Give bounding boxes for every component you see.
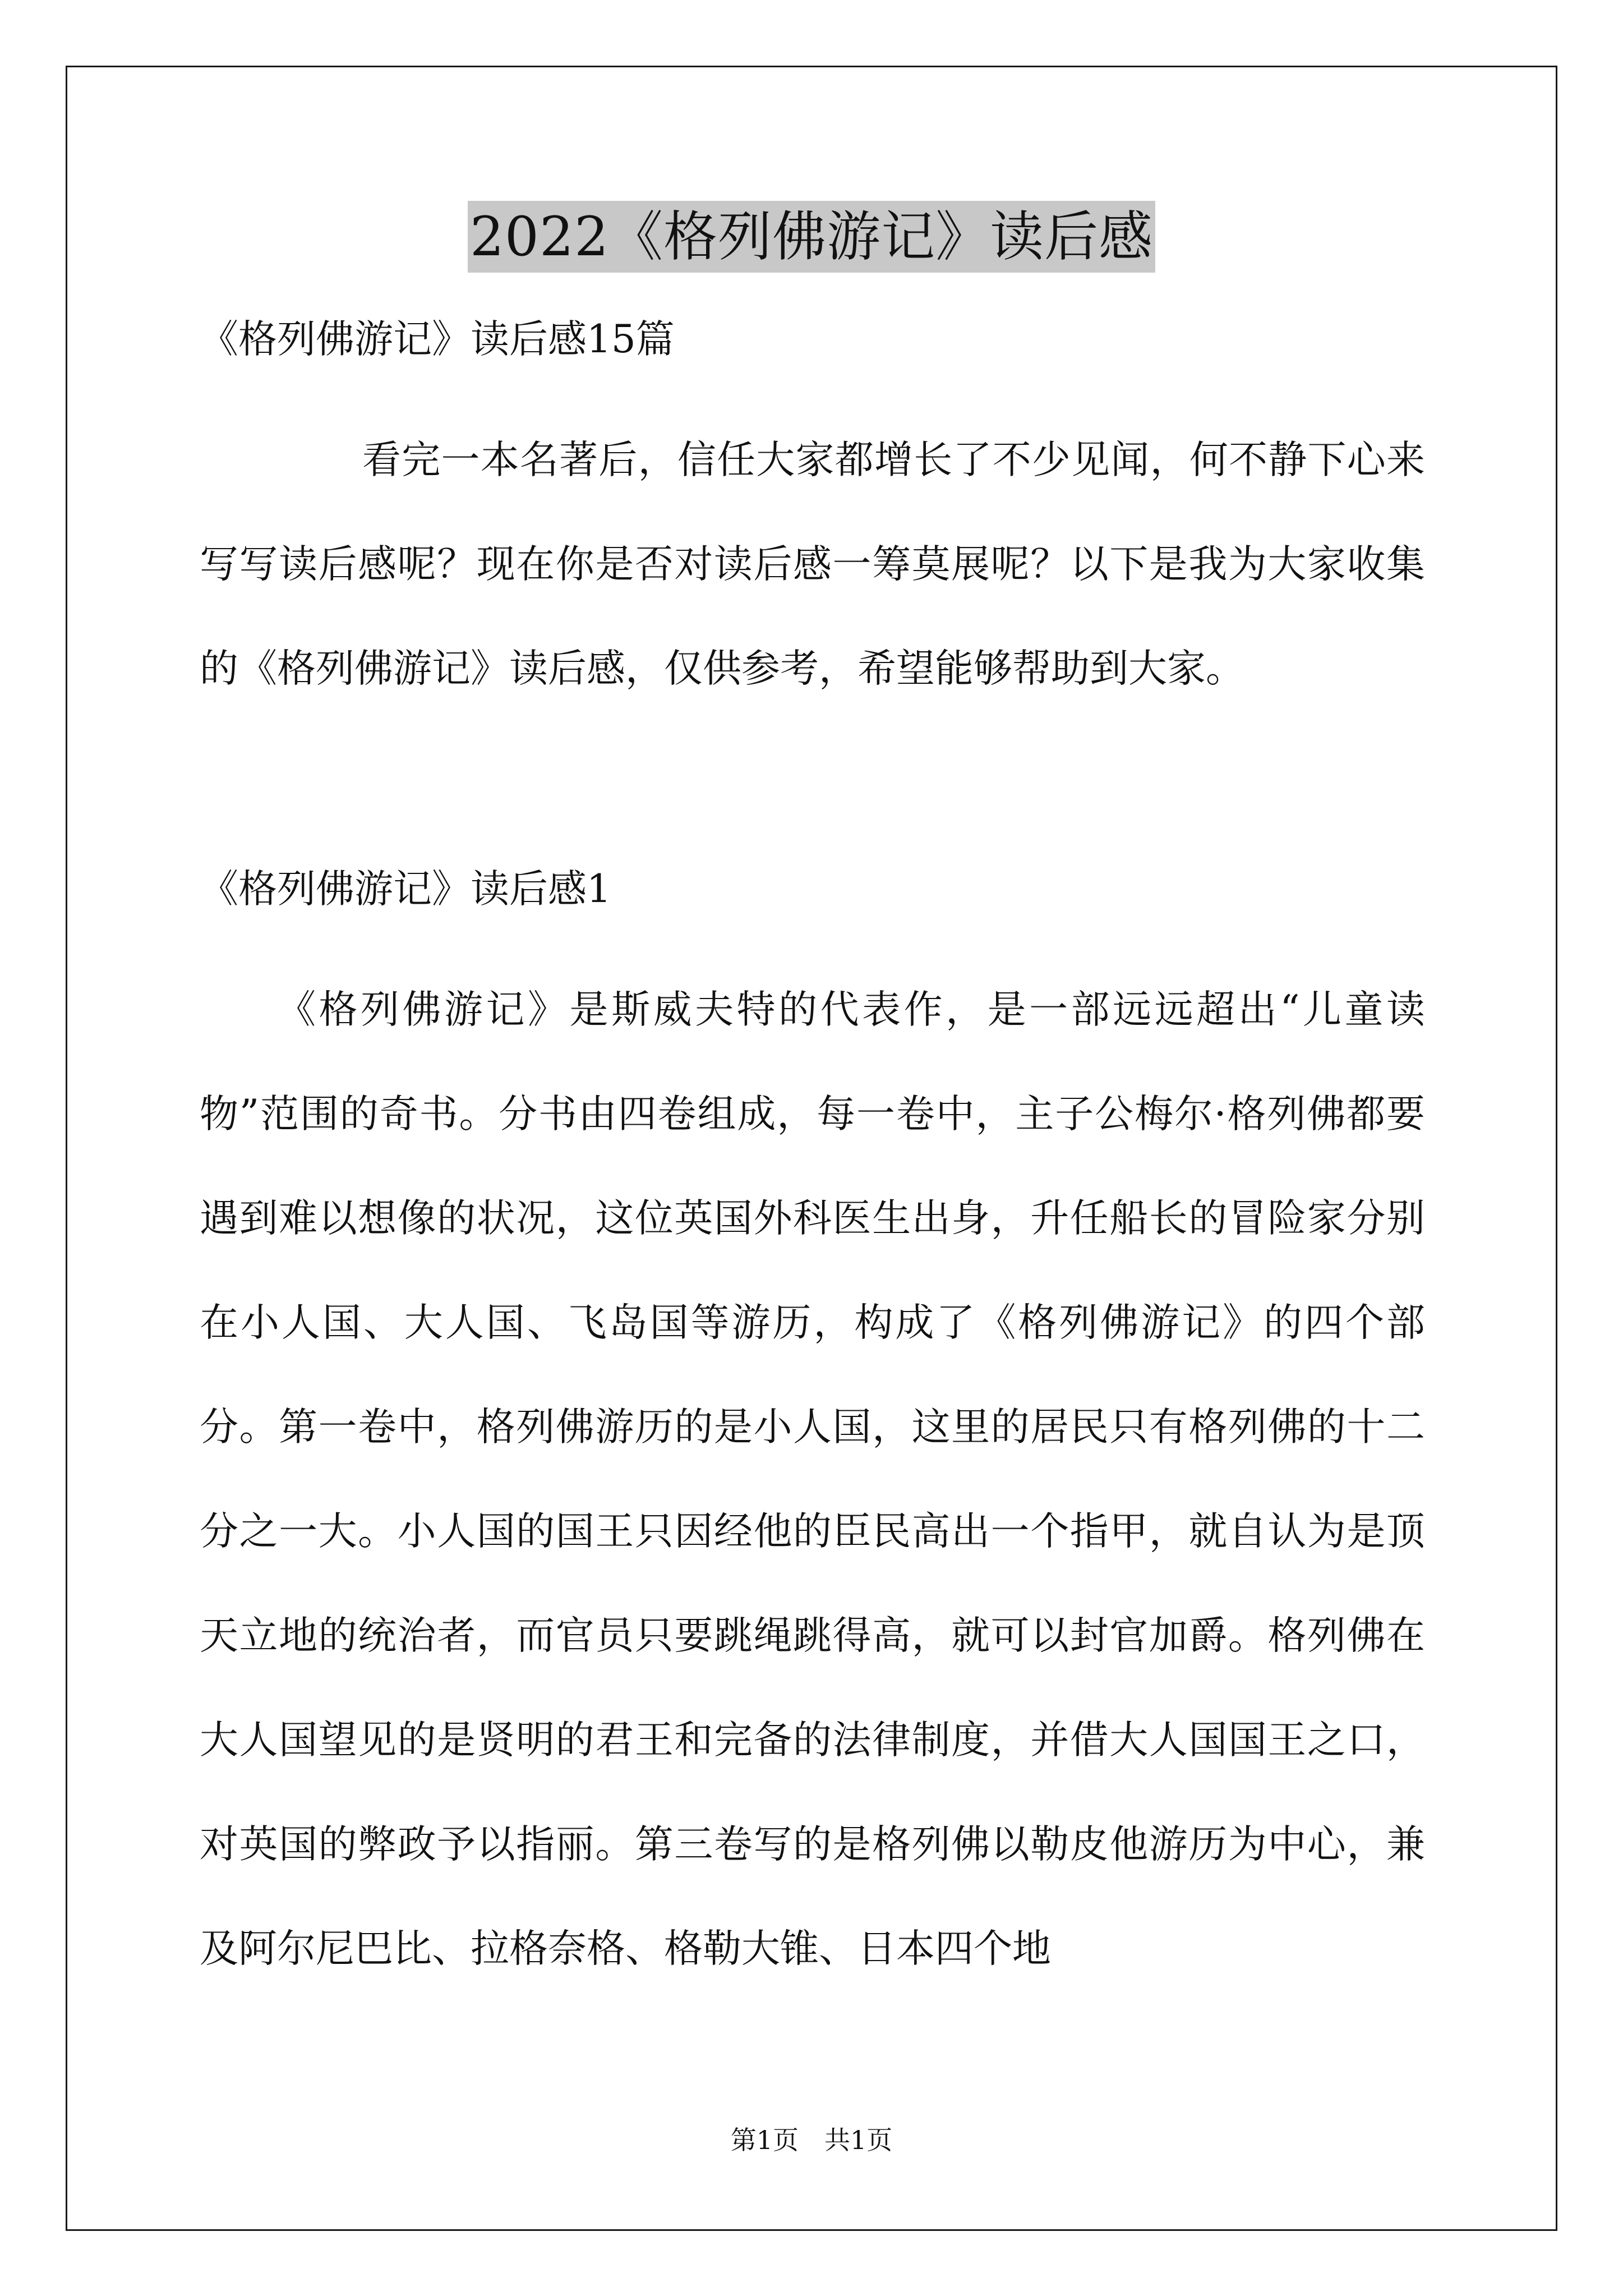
body-paragraph: 《格列佛游记》是斯威夫特的代表作，是一部远远超出“儿童读物”范围的奇书。分书由四卷组成，每一卷中，主子公梅尔·格列佛都要遇到难以想像的状况，这位英国外科医生出身，升任船长的冒险家分别在小人国、大人国、飞岛国等游历，构成了《格列佛游记》的四个部分。第一卷中，格列佛游历的是小人国，这里的居民只有格列佛的十二分之一大。小人国的国王只因经他的臣民高出一个指甲，就自认为是顶天立地的统治者，而官员只要跳绳跳得高，就可以封官加爵。格列佛在大人国望见的是贤明的君王和完备的法律制度，并借大人国国王之口，对英国的弊政予以指丽。第三卷写的是格列佛以勒皮他游历为中心，兼及阿尔尼巴比、拉格奈格、格勒大锥、日本四个地 <box>200 987 1425 1971</box>
section-heading: 《格列佛游记》读后感1 <box>200 867 611 912</box>
document-body <box>200 311 1425 2001</box>
document-title: 2022《格列佛游记》读后感 <box>468 201 1155 273</box>
page-footer: 第1页 共1页 <box>730 2125 893 2155</box>
title-container <box>0 201 1623 273</box>
intro-paragraph: 看完一本名著后，信任大家都增长了不少见闻，何不静下心来写写读后感呢？现在你是否对读后感一筹莫展呢？以下是我为大家收集的《格列佛游记》读后感，仅供参考，希望能够帮助到大家。 <box>200 438 1425 691</box>
document-subtitle: 《格列佛游记》读后感15篇 <box>200 317 675 362</box>
